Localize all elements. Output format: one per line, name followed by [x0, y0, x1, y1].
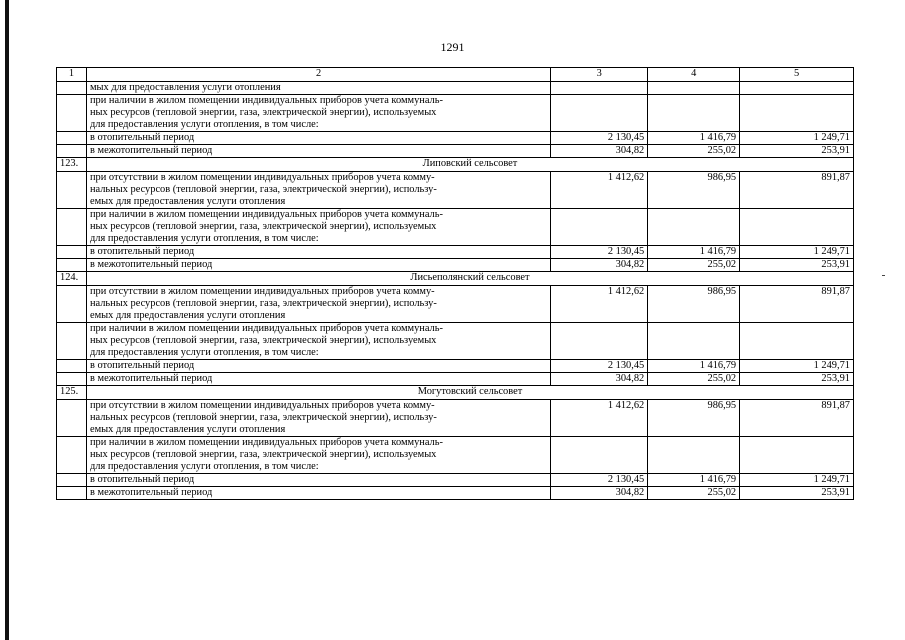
description-cell: в межотопительный период	[86, 145, 550, 158]
number-cell	[57, 400, 87, 437]
value-cell: 1 249,71	[740, 246, 854, 259]
value-cell	[551, 209, 648, 246]
value-cell: 1 416,79	[648, 132, 740, 145]
description-cell: в отопительный период	[86, 360, 550, 373]
description-cell: при наличии в жилом помещении индивидуальных приборов учета коммуналь- ных ресурсов (тепловой энергии, газа, электрической энергии), используемых для предоставления услуги отопления, в том числе:	[86, 323, 550, 360]
table-row	[57, 172, 854, 209]
section-header-row	[57, 386, 854, 400]
value-cell: 253,91	[740, 373, 854, 386]
section-number: 125.	[57, 386, 87, 400]
header-cell-2: 2	[86, 68, 550, 82]
description-cell: при отсутствии в жилом помещении индивидуальных приборов учета комму- нальных ресурсов (тепловой энергии, газа, электрической энергии), использу- емых для предоставления услуги отопления	[86, 400, 550, 437]
header-cell-1: 1	[57, 68, 87, 82]
section-number: 124.	[57, 272, 87, 286]
value-cell: 891,87	[740, 286, 854, 323]
tariff-table	[56, 67, 854, 500]
value-cell: 255,02	[648, 259, 740, 272]
value-cell	[551, 82, 648, 95]
value-cell: 2 130,45	[551, 360, 648, 373]
value-cell: 1 249,71	[740, 474, 854, 487]
table-row	[57, 259, 854, 272]
description-cell: при наличии в жилом помещении индивидуальных приборов учета коммуналь- ных ресурсов (тепловой энергии, газа, электрической энергии), используемых для предоставления услуги отопления, в том числе:	[86, 95, 550, 132]
value-cell: 1 412,62	[551, 172, 648, 209]
value-cell: 1 416,79	[648, 246, 740, 259]
number-cell	[57, 145, 87, 158]
scan-speck	[882, 275, 885, 276]
value-cell: 1 412,62	[551, 286, 648, 323]
description-cell: в межотопительный период	[86, 373, 550, 386]
value-cell: 253,91	[740, 145, 854, 158]
value-cell: 2 130,45	[551, 246, 648, 259]
value-cell: 2 130,45	[551, 132, 648, 145]
description-cell: в межотопительный период	[86, 259, 550, 272]
number-cell	[57, 172, 87, 209]
table-row	[57, 323, 854, 360]
description-cell: в межотопительный период	[86, 487, 550, 500]
section-header-row	[57, 272, 854, 286]
number-cell	[57, 323, 87, 360]
number-cell	[57, 82, 87, 95]
description-cell: в отопительный период	[86, 132, 550, 145]
value-cell	[648, 209, 740, 246]
value-cell	[740, 437, 854, 474]
value-cell: 891,87	[740, 400, 854, 437]
value-cell	[740, 95, 854, 132]
description-cell: в отопительный период	[86, 474, 550, 487]
value-cell	[740, 209, 854, 246]
description-cell: при наличии в жилом помещении индивидуальных приборов учета коммуналь- ных ресурсов (тепловой энергии, газа, электрической энергии), используемых для предоставления услуги отопления, в том числе:	[86, 437, 550, 474]
value-cell: 986,95	[648, 400, 740, 437]
value-cell	[648, 323, 740, 360]
value-cell	[551, 95, 648, 132]
value-cell: 255,02	[648, 373, 740, 386]
value-cell: 1 249,71	[740, 360, 854, 373]
number-cell	[57, 474, 87, 487]
value-cell: 1 416,79	[648, 360, 740, 373]
table-row	[57, 246, 854, 259]
value-cell: 2 130,45	[551, 474, 648, 487]
description-cell: в отопительный период	[86, 246, 550, 259]
value-cell: 1 416,79	[648, 474, 740, 487]
scan-border-edge	[5, 0, 9, 640]
section-title: Липовский сельсовет	[86, 158, 853, 172]
value-cell: 1 412,62	[551, 400, 648, 437]
table-row	[57, 373, 854, 386]
section-header-row	[57, 158, 854, 172]
table-row	[57, 286, 854, 323]
number-cell	[57, 132, 87, 145]
number-cell	[57, 246, 87, 259]
number-cell	[57, 360, 87, 373]
table-row	[57, 95, 854, 132]
value-cell: 986,95	[648, 286, 740, 323]
description-cell: при отсутствии в жилом помещении индивидуальных приборов учета комму- нальных ресурсов (тепловой энергии, газа, электрической энергии), использу- емых для предоставления услуги отопления	[86, 286, 550, 323]
value-cell	[648, 95, 740, 132]
value-cell: 253,91	[740, 259, 854, 272]
table-row	[57, 487, 854, 500]
description-cell: мых для предоставления услуги отопления	[86, 82, 550, 95]
header-cell-4: 4	[648, 68, 740, 82]
value-cell: 255,02	[648, 487, 740, 500]
value-cell	[740, 82, 854, 95]
table-row	[57, 360, 854, 373]
number-cell	[57, 373, 87, 386]
table-row	[57, 132, 854, 145]
value-cell: 304,82	[551, 373, 648, 386]
value-cell	[740, 323, 854, 360]
value-cell	[551, 323, 648, 360]
value-cell: 304,82	[551, 487, 648, 500]
table-row	[57, 400, 854, 437]
description-cell: при отсутствии в жилом помещении индивидуальных приборов учета комму- нальных ресурсов (тепловой энергии, газа, электрической энергии), использу- емых для предоставления услуги отопления	[86, 172, 550, 209]
value-cell: 304,82	[551, 145, 648, 158]
number-cell	[57, 259, 87, 272]
value-cell: 986,95	[648, 172, 740, 209]
value-cell: 1 249,71	[740, 132, 854, 145]
table-row	[57, 145, 854, 158]
section-number: 123.	[57, 158, 87, 172]
section-title: Лисьеполянский сельсовет	[86, 272, 853, 286]
header-cell-3: 3	[551, 68, 648, 82]
value-cell	[551, 437, 648, 474]
section-title: Могутовский сельсовет	[86, 386, 853, 400]
value-cell: 304,82	[551, 259, 648, 272]
number-cell	[57, 437, 87, 474]
header-cell-5: 5	[740, 68, 854, 82]
table-row	[57, 82, 854, 95]
value-cell: 255,02	[648, 145, 740, 158]
table-row	[57, 209, 854, 246]
value-cell: 891,87	[740, 172, 854, 209]
value-cell	[648, 82, 740, 95]
number-cell	[57, 487, 87, 500]
description-cell: при наличии в жилом помещении индивидуальных приборов учета коммуналь- ных ресурсов (тепловой энергии, газа, электрической энергии), используемых для предоставления услуги отопления, в том числе:	[86, 209, 550, 246]
number-cell	[57, 286, 87, 323]
number-cell	[57, 209, 87, 246]
value-cell: 253,91	[740, 487, 854, 500]
table-row	[57, 474, 854, 487]
table-row	[57, 437, 854, 474]
number-cell	[57, 95, 87, 132]
page-number: 1291	[440, 40, 465, 54]
value-cell	[648, 437, 740, 474]
header-row	[57, 68, 854, 82]
